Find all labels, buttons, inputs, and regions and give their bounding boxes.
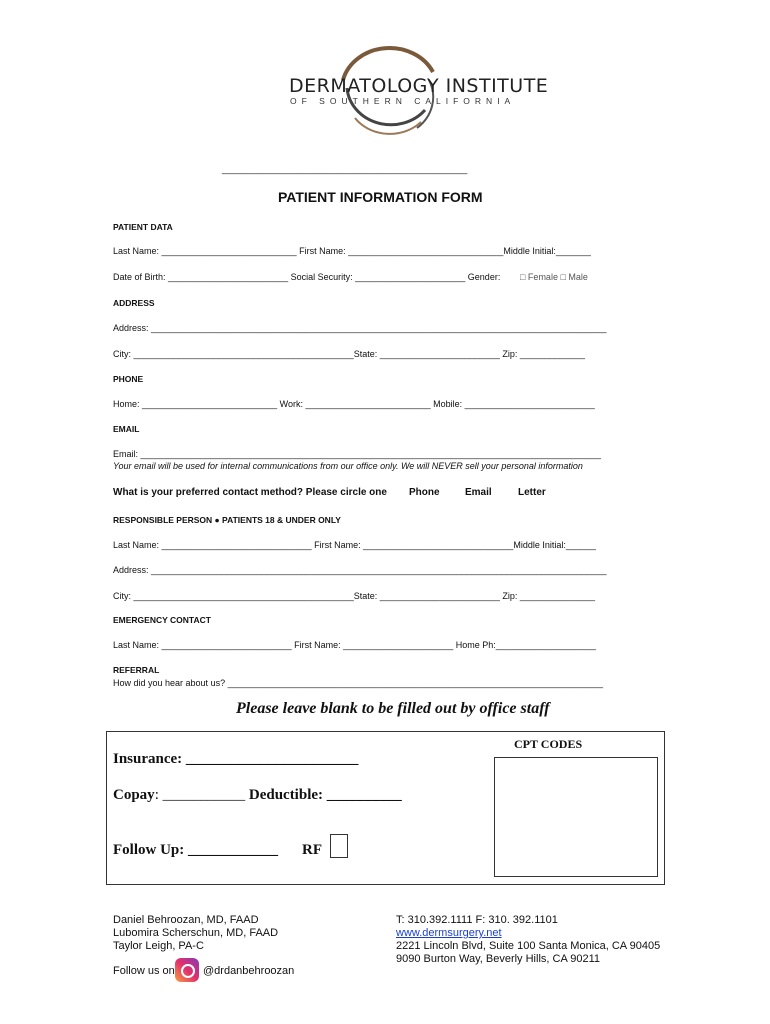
doctor-2: Lubomira Scherschun, MD, FAAD xyxy=(113,927,279,939)
contact-phone: T: 310.392.1111 F: 310. 392.1101 xyxy=(396,914,558,926)
follow-up-field[interactable]: Follow Up: ____________ xyxy=(113,842,278,858)
patient-name-fields[interactable]: Last Name: ___________________________ First Name: _______________________________Middle Initial:_______ xyxy=(113,246,591,256)
responsible-heading: RESPONSIBLE PERSON ● PATIENTS 18 & UNDER ONLY xyxy=(113,515,341,525)
contact-option-phone[interactable]: Phone xyxy=(409,487,440,498)
rf-label: RF xyxy=(302,842,322,858)
responsible-name-fields[interactable]: Last Name: ______________________________ First Name: ______________________________Middle Initial:______ xyxy=(113,540,596,550)
patient-data-heading: PATIENT DATA xyxy=(113,222,173,232)
email-heading: EMAIL xyxy=(113,424,140,434)
cpt-codes-box[interactable] xyxy=(494,757,658,877)
responsible-city-fields[interactable]: City: ____________________________________________State: ________________________ Zip: _______________ xyxy=(113,591,595,601)
office-notice: Please leave blank to be filled out by office staff xyxy=(236,700,550,717)
emergency-heading: EMERGENCY CONTACT xyxy=(113,615,211,625)
header-line: _________________________________________________ xyxy=(222,164,468,174)
logo-title: DERMATOLOGY INSTITUTE xyxy=(289,75,549,97)
city-state-zip-fields[interactable]: City: ____________________________________________State: ________________________ Zip: _____________ xyxy=(113,349,585,359)
emergency-fields[interactable]: Last Name: __________________________ First Name: ______________________ Home Ph:____________________ xyxy=(113,640,596,650)
email-note: Your email will be used for internal communications from our office only. We will NEVER sell your personal information xyxy=(113,461,583,471)
rf-checkbox[interactable] xyxy=(330,834,348,858)
phone-heading: PHONE xyxy=(113,374,144,384)
copay-line: : ___________ xyxy=(154,787,249,803)
email-field[interactable]: Email: ____________________________________________________________________________________________ xyxy=(113,449,601,459)
address-heading: ADDRESS xyxy=(113,298,155,308)
address-beverly-hills: 9090 Burton Way, Beverly Hills, CA 90211 xyxy=(396,953,601,965)
doctor-1: Daniel Behroozan, MD, FAAD xyxy=(113,914,259,926)
contact-option-letter[interactable]: Letter xyxy=(518,487,546,498)
form-title: PATIENT INFORMATION FORM xyxy=(278,189,483,205)
address-field[interactable]: Address: ___________________________________________________________________________________________ xyxy=(113,323,607,333)
instagram-handle[interactable]: @drdanbehroozan xyxy=(203,965,295,977)
referral-heading: REFERRAL xyxy=(113,665,160,675)
copay-field[interactable] xyxy=(113,787,402,804)
deductible-field: Deductible: __________ xyxy=(248,787,402,803)
logo-subtitle: OF SOUTHERN CALIFORNIA xyxy=(290,96,516,106)
contact-method-question: What is your preferred contact method? Please circle one xyxy=(113,487,387,498)
follow-us-label: Follow us on xyxy=(113,965,175,977)
phone-fields[interactable]: Home: ___________________________ Work: _________________________ Mobile: __________________________ xyxy=(113,399,595,409)
responsible-address-field[interactable]: Address: ___________________________________________________________________________________________ xyxy=(113,565,607,575)
cpt-codes-label: CPT CODES xyxy=(514,737,583,751)
insurance-field[interactable]: Insurance: _______________________ xyxy=(113,751,359,767)
referral-field[interactable]: How did you hear about us? ___________________________________________________________________________ xyxy=(113,678,603,688)
website-link[interactable]: www.dermsurgery.net xyxy=(396,927,502,939)
address-santa-monica: 2221 Lincoln Blvd, Suite 100 Santa Monica, CA 90405 xyxy=(396,940,661,952)
gender-options[interactable]: □ Female □ Male xyxy=(520,272,588,282)
instagram-icon[interactable] xyxy=(175,958,199,982)
patient-dob-fields[interactable]: Date of Birth: ________________________ Social Security: ______________________ Gender: xyxy=(113,272,501,282)
copay-label: Copay xyxy=(113,787,155,803)
doctor-3: Taylor Leigh, PA-C xyxy=(113,940,204,952)
contact-option-email[interactable]: Email xyxy=(465,487,492,498)
